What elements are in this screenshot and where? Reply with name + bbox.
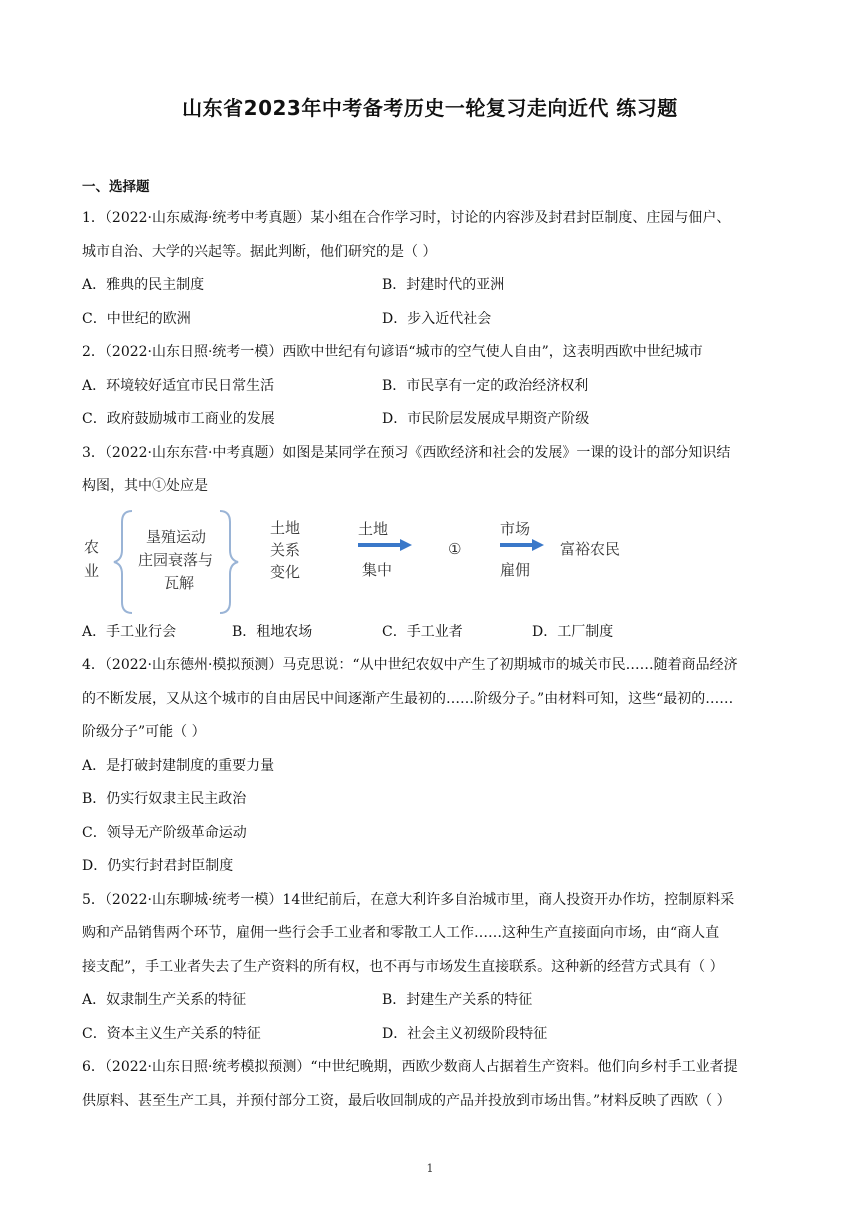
option-b: B．租地农场 bbox=[232, 623, 313, 640]
option-d: D．工厂制度 bbox=[532, 623, 614, 640]
diagram-label: 垦殖运动 bbox=[146, 527, 207, 546]
option-d: D．步入近代社会 bbox=[382, 310, 492, 327]
option-c: C．领导无产阶级革命运动 bbox=[82, 824, 247, 841]
question-1-stem-line-1: 1．（2022·山东威海·统考中考真题）某小组在合作学习时，讨论的内容涉及封君封臣制度、庄园与佃户、 bbox=[82, 210, 731, 226]
question-1-options-row-1 bbox=[82, 269, 782, 303]
question-4-stem-line-3: 阶级分子”可能（ ） bbox=[82, 724, 206, 740]
option-b: B．封建生产关系的特征 bbox=[382, 992, 533, 1008]
diagram-label: 雇佣 bbox=[500, 560, 531, 579]
option-d: D．市民阶层发展成早期资产阶级 bbox=[382, 411, 590, 427]
page-number: 1 bbox=[426, 1162, 434, 1175]
question-5-stem-line-3: 接支配”，手工业者失去了生产资料的所有权，也不再与市场发生直接联系。这种新的经营方式具有（ ） bbox=[82, 958, 724, 975]
diagram-blank-marker: ① bbox=[448, 539, 462, 558]
question-5-stem-line-1: 5．（2022·山东聊城·统考一模）14世纪前后，在意大利许多自治城市里，商人投资开办作坊，控制原料采 bbox=[82, 891, 735, 908]
question-3-options-row bbox=[82, 616, 782, 650]
question-5-options-row-2 bbox=[82, 1018, 782, 1052]
question-6-stem-line-1: 6．（2022·山东日照·统考模拟预测）“中世纪晚期，西欧少数商人占据着生产资料。他们向乡村手工业者提 bbox=[82, 1059, 738, 1075]
question-3-stem-line-2: 构图，其中①处应是 bbox=[82, 478, 208, 494]
question-5 bbox=[82, 884, 782, 1052]
question-1-options-row-2 bbox=[82, 303, 782, 337]
question-2-options-row-2 bbox=[82, 403, 782, 437]
diagram-label: 市场 bbox=[500, 519, 531, 538]
diagram-label: 富裕农民 bbox=[560, 539, 621, 558]
question-4-stem-line-1: 4．（2022·山东德州·模拟预测）马克思说：“从中世纪农奴中产生了初期城市的城关市民……随着商品经济 bbox=[82, 657, 738, 673]
diagram-label: 土地 bbox=[358, 519, 389, 538]
diagram-label: 土地 bbox=[270, 518, 301, 537]
option-b: B．市民享有一定的政治经济权利 bbox=[382, 377, 589, 394]
diagram-label: 集中 bbox=[362, 560, 393, 579]
document-title: 山东省2023年中考备考历史一轮复习走向近代 练习题 bbox=[182, 96, 678, 120]
diagram-label: 庄园衰落与 bbox=[138, 550, 214, 569]
option-a: A．环境较好适宜市民日常生活 bbox=[82, 377, 275, 394]
question-4-stem-line-2: 的不断发展，又从这个城市的自由居民中间逐渐产生最初的……阶级分子。”由材料可知，这些“最初的…… bbox=[82, 690, 734, 707]
option-c: C．政府鼓励城市工商业的发展 bbox=[82, 411, 275, 427]
question-1-stem-line-2: 城市自治、大学的兴起等。据此判断，他们研究的是（ ） bbox=[82, 243, 437, 260]
diagram-label: 关系 bbox=[270, 540, 301, 559]
option-c: C．手工业者 bbox=[382, 623, 463, 640]
question-5-stem-line-2: 购和产品销售两个环节，雇佣一些行会手工业者和零散工人工作……这种生产直接面向市场，由“商人直 bbox=[82, 925, 720, 941]
left-brace bbox=[114, 511, 132, 613]
option-a: A．是打破封建制度的重要力量 bbox=[82, 757, 275, 774]
question-list bbox=[82, 202, 782, 1118]
option-d: D．仍实行封君封臣制度 bbox=[82, 858, 234, 874]
arrow-right-icon bbox=[358, 539, 412, 551]
diagram-label: 瓦解 bbox=[164, 573, 195, 592]
question-6-stem-line-2: 供原料、甚至生产工具，并预付部分工资，最后收回制成的产品并投放到市场出售。”材料反映了西欧（ ） bbox=[82, 1092, 731, 1109]
question-1 bbox=[82, 202, 782, 336]
question-3 bbox=[82, 437, 782, 650]
diagram-label-agriculture: 农 bbox=[84, 537, 100, 556]
option-d: D．社会主义初级阶段特征 bbox=[382, 1025, 548, 1042]
right-brace bbox=[220, 511, 238, 613]
option-c: C．中世纪的欧洲 bbox=[82, 310, 191, 327]
question-4 bbox=[82, 649, 782, 884]
diagram-label: 变化 bbox=[270, 562, 301, 581]
question-3-stem-line-1: 3．（2022·山东东营·中考真题）如图是某同学在预习《西欧经济和社会的发展》一课的设计的部分知识结 bbox=[82, 444, 731, 461]
option-b: B．仍实行奴隶主民主政治 bbox=[82, 791, 247, 807]
knowledge-structure-diagram bbox=[82, 508, 782, 616]
question-2-stem-line-1: 2．（2022·山东日照·统考一模）西欧中世纪有句谚语“城市的空气使人自由”，这表明西欧中世纪城市 bbox=[82, 344, 703, 360]
question-6 bbox=[82, 1051, 782, 1118]
question-2 bbox=[82, 336, 782, 437]
question-5-options-row-1 bbox=[82, 984, 782, 1018]
arrow-right-icon bbox=[500, 539, 544, 551]
question-2-options-row-1 bbox=[82, 370, 782, 404]
option-a: A．手工业行会 bbox=[82, 623, 177, 640]
option-b: B．封建时代的亚洲 bbox=[382, 277, 505, 293]
diagram-label-agriculture: 业 bbox=[84, 561, 100, 580]
option-a: A．奴隶制生产关系的特征 bbox=[82, 992, 247, 1008]
option-a: A．雅典的民主制度 bbox=[82, 277, 205, 293]
option-c: C．资本主义生产关系的特征 bbox=[82, 1025, 261, 1042]
section-heading: 一、选择题 bbox=[82, 179, 150, 195]
